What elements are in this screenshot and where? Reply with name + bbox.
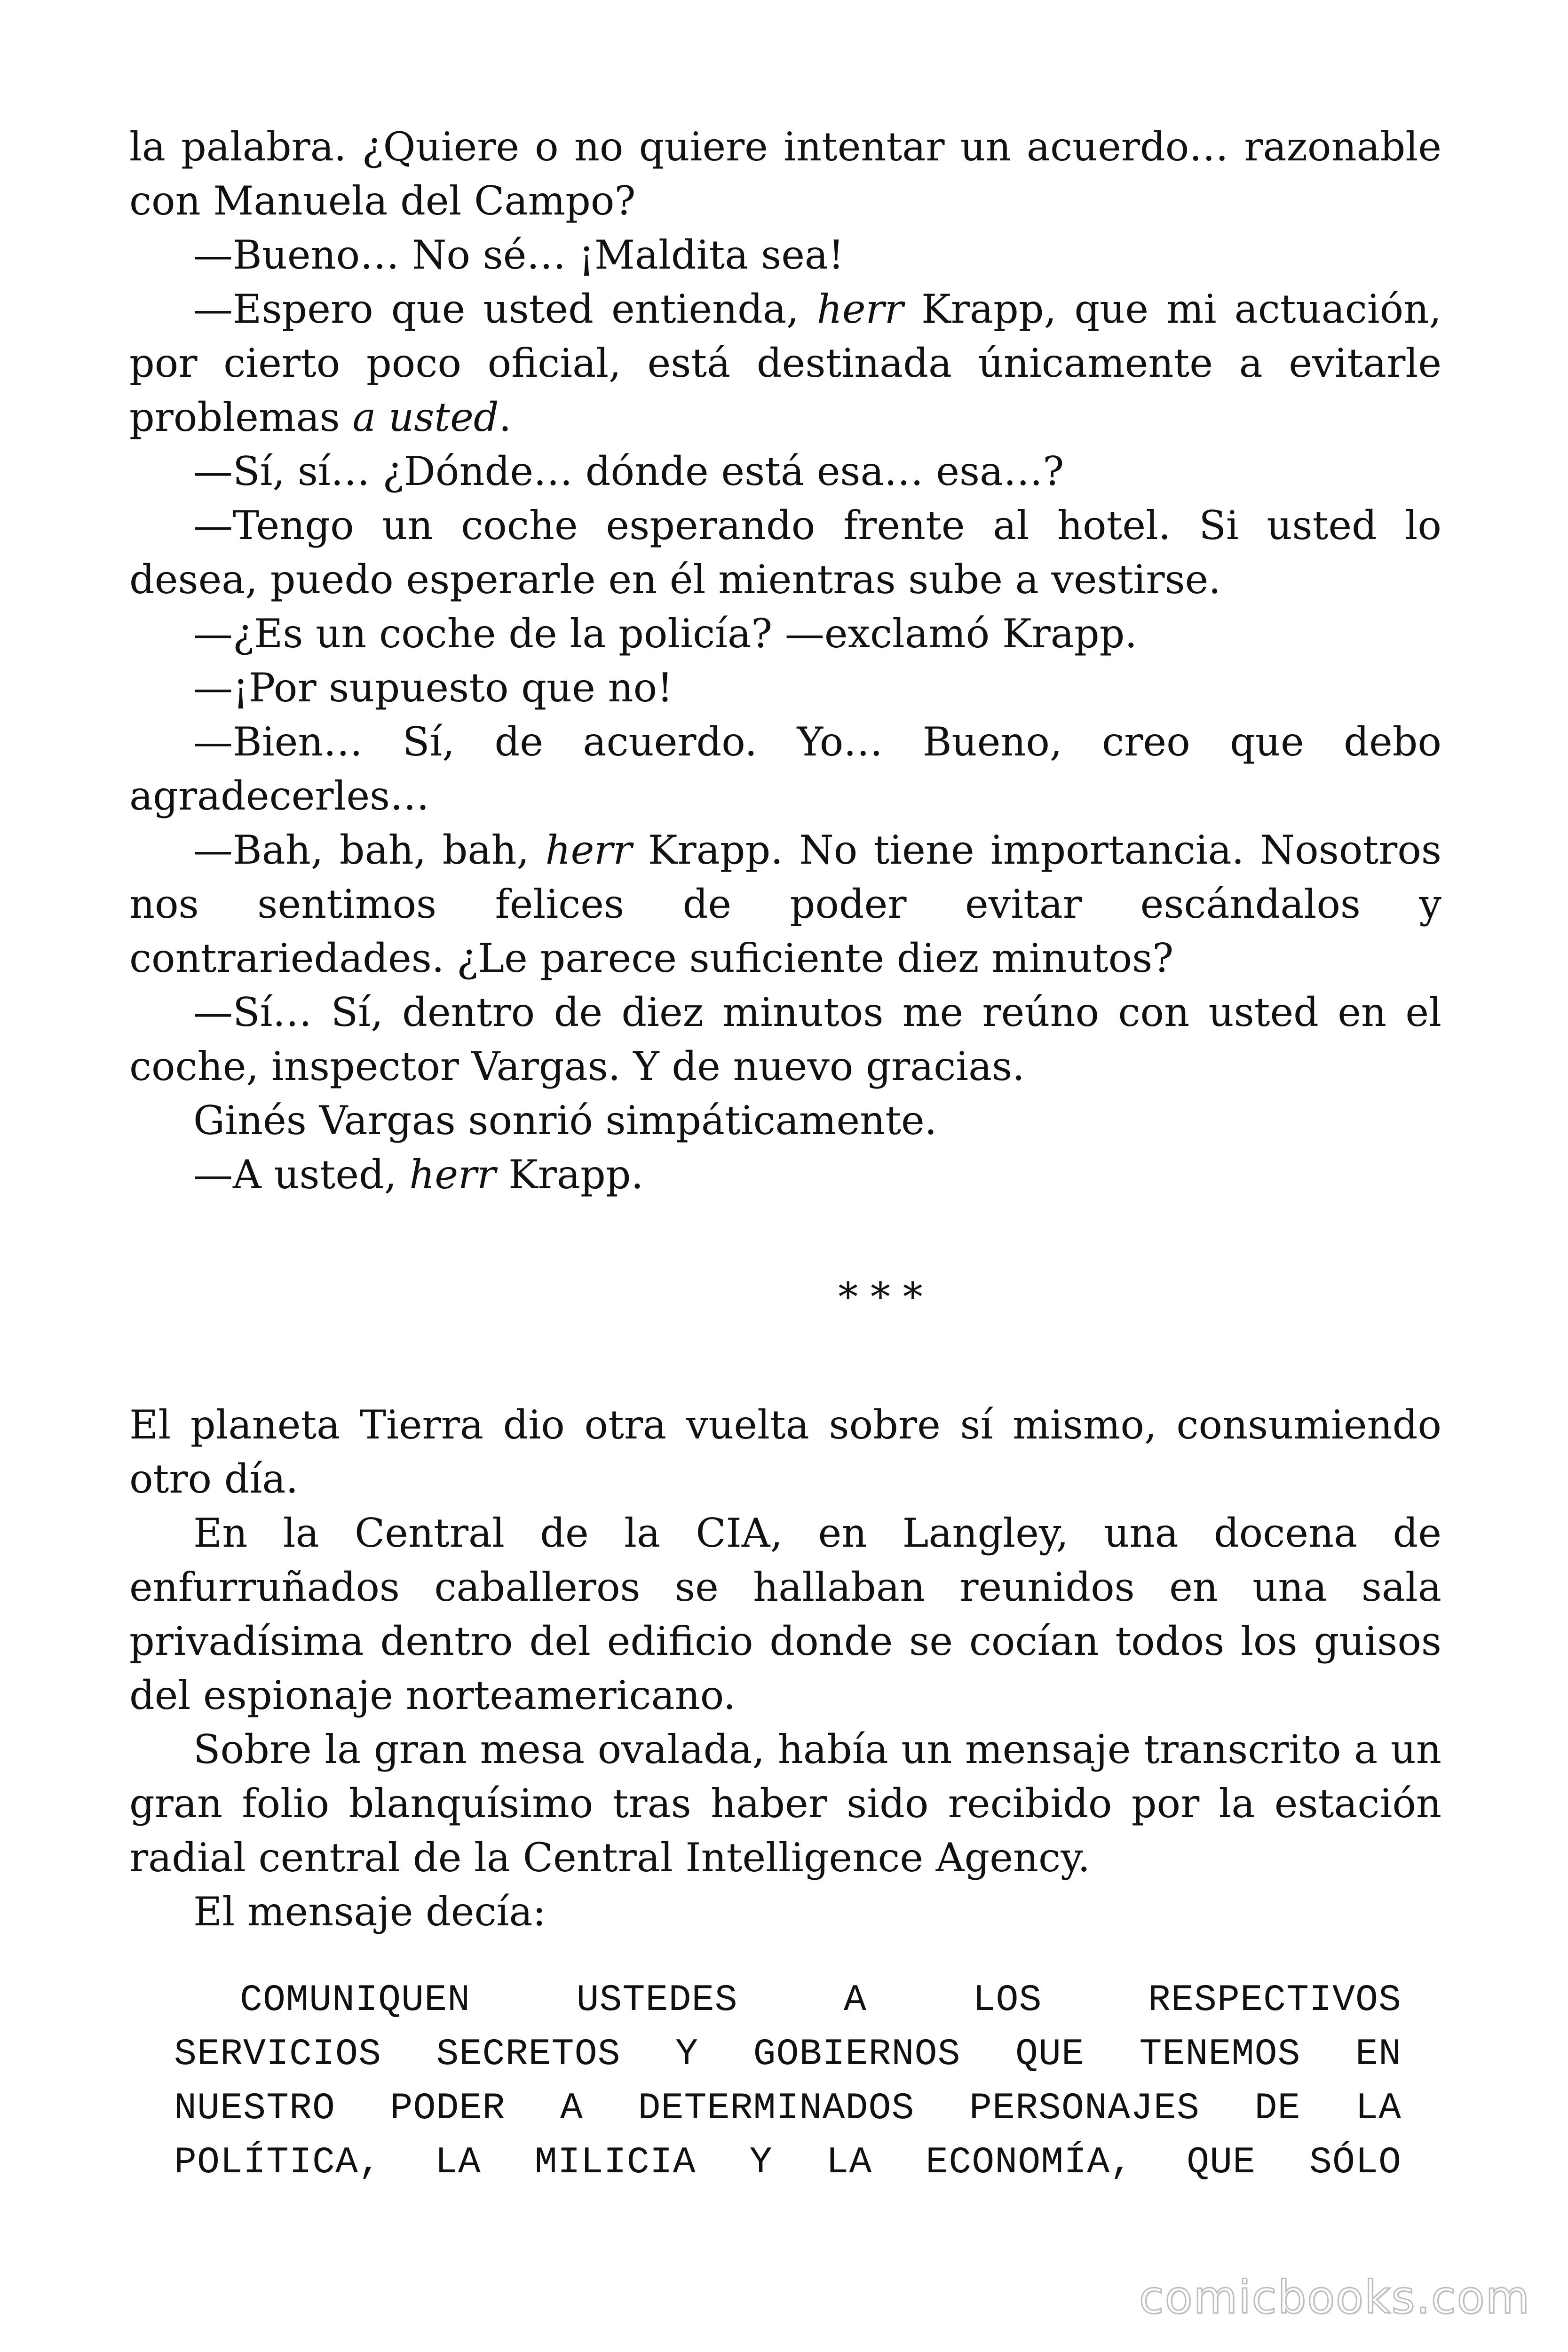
paragraph-text: En la Central de la CIA, en Langley, una docena de enfurruñados caballeros se hallaban reunidos en una sala privadísima dentro del edificio donde se cocían todos los guisos del espionaje norteamericano.	[129, 1510, 1441, 1718]
section-separator: * * *	[838, 1274, 923, 1320]
paragraph	[129, 1148, 1441, 1202]
paragraph	[129, 120, 1441, 228]
paragraph-text: Ginés Vargas sonrió simpáticamente.	[193, 1097, 937, 1144]
emphasis-text: a usted	[352, 394, 499, 440]
paragraph-text: —Sí, sí… ¿Dónde… dónde está esa… esa…?	[193, 448, 1064, 494]
paragraph-text: El planeta Tierra dio otra vuelta sobre sí mismo, consumiendo otro día.	[129, 1402, 1441, 1502]
paragraph-text: —¡Por supuesto que no!	[193, 665, 673, 711]
paragraph-text: —Bah, bah, bah,	[193, 827, 546, 873]
paragraph	[129, 823, 1441, 985]
paragraph	[129, 607, 1441, 661]
paragraph-text: Krapp.	[496, 1152, 644, 1198]
paragraph-text: —Sí… Sí, dentro de diez minutos me reúno con usted en el coche, inspector Vargas. Y de nuevo gracias.	[129, 989, 1441, 1089]
telegram-line: NUESTRO PODER A DETERMINADOS PERSONAJES DE LA	[174, 2087, 1402, 2130]
paragraph	[129, 1398, 1441, 1506]
paragraph-text: —Tengo un coche esperando frente al hotel. Si usted lo desea, puedo esperarle en él mientras sube a vestirse.	[129, 502, 1441, 603]
paragraph-text: Krapp. No tiene importancia. Nosotros nos sentimos felices de poder evitar escándalos y contrariedades. ¿Le parece suficiente diez minutos?	[129, 827, 1441, 981]
watermark: comicbooks.com	[1139, 2271, 1530, 2324]
telegram-line: SERVICIOS SECRETOS Y GOBIERNOS QUE TENEMOS EN	[174, 2033, 1402, 2076]
paragraph-text: .	[499, 394, 512, 440]
emphasis-text: herr	[545, 827, 632, 873]
paragraph	[129, 715, 1441, 823]
paragraph-text: la palabra. ¿Quiere o no quiere intentar un acuerdo… razonable con Manuela del Campo?	[129, 124, 1441, 224]
paragraph-text: —Bueno… No sé… ¡Maldita sea!	[193, 232, 844, 278]
paragraph	[129, 445, 1441, 499]
paragraph-text: —Espero que usted entienda,	[193, 286, 817, 332]
paragraph-text: El mensaje decía:	[193, 1889, 546, 1935]
paragraph	[129, 661, 1441, 715]
emphasis-text: herr	[409, 1152, 496, 1198]
paragraph-text: Krapp, que mi actuación, por cierto poco oficial, está destinada únicamente a evitarle problemas	[129, 286, 1441, 440]
paragraph	[129, 1506, 1441, 1723]
paragraph-text: Sobre la gran mesa ovalada, había un mensaje transcrito a un gran folio blanquísimo tras haber sido recibido por la estación radial central de la Central Intelligence Agency.	[129, 1726, 1441, 1881]
emphasis-text: herr	[816, 286, 903, 332]
telegram-message	[174, 1973, 1402, 2190]
telegram-line: POLÍTICA, LA MILICIA Y LA ECONOMÍA, QUE SÓLO	[174, 2141, 1402, 2184]
paragraph	[129, 1723, 1441, 1885]
text-section-bottom	[129, 1398, 1441, 1939]
paragraph	[129, 282, 1441, 445]
text-section-top	[129, 120, 1441, 1202]
paragraph-text: —Bien… Sí, de acuerdo. Yo… Bueno, creo que debo agradecerles…	[129, 719, 1441, 819]
paragraph	[129, 1094, 1441, 1148]
paragraph	[129, 499, 1441, 607]
paragraph	[129, 985, 1441, 1094]
telegram-line: COMUNIQUEN USTEDES A LOS RESPECTIVOS	[240, 1979, 1402, 2022]
paragraph	[129, 1885, 1441, 1939]
paragraph-text: —¿Es un coche de la policía? —exclamó Krapp.	[193, 611, 1138, 657]
paragraph	[129, 228, 1441, 282]
paragraph-text: —A usted,	[193, 1152, 410, 1198]
